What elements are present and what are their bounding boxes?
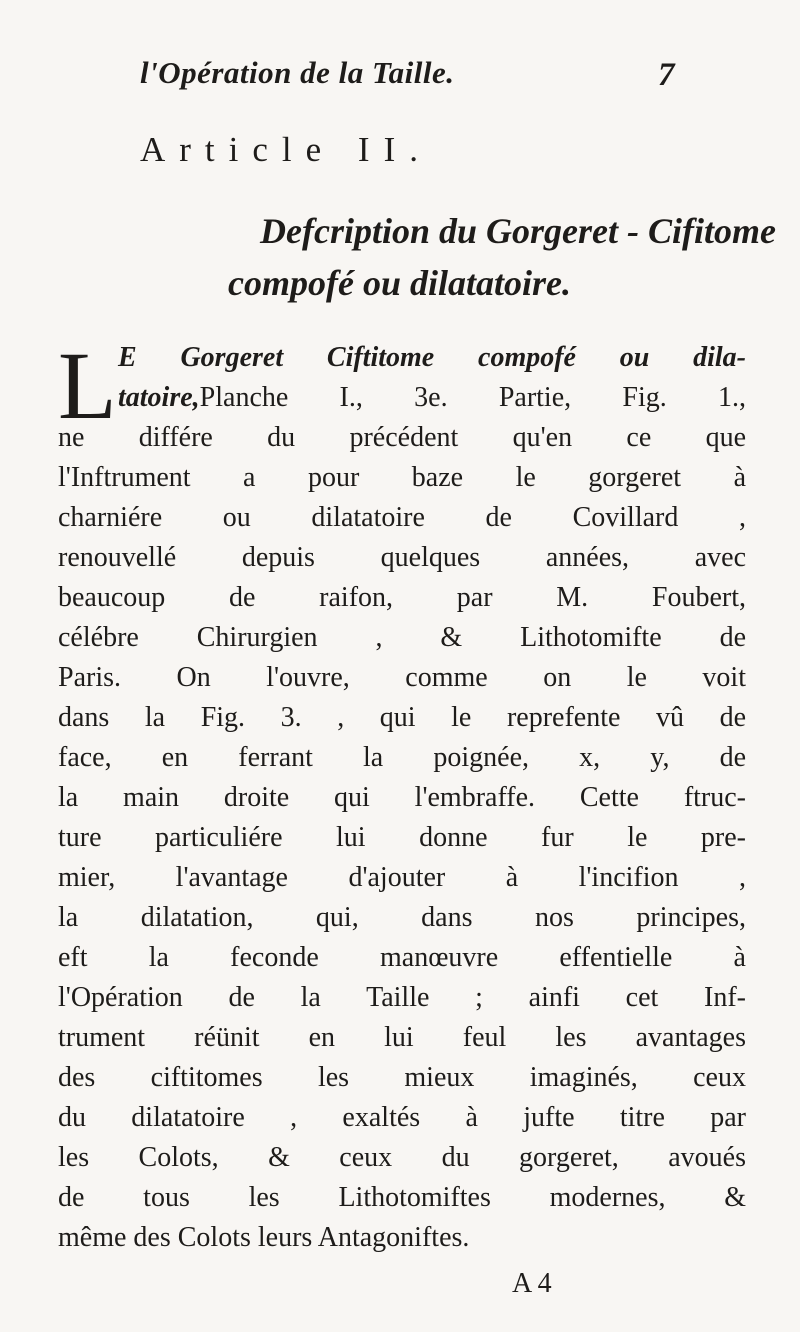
- body-line: du dilatatoire , exaltés à jufte titre par: [58, 1102, 746, 1133]
- body-line: ture particuliére lui donne fur le pre-: [58, 822, 746, 853]
- body-line: renouvellé depuis quelques années, avec: [58, 542, 746, 573]
- italic-lead-1: E Gorgeret Ciftitome compofé ou dila-: [118, 342, 746, 373]
- body-line: face, en ferrant la poignée, x, y, de: [58, 742, 746, 773]
- body-line: de tous les Lithotomiftes modernes, &: [58, 1182, 746, 1213]
- body-line: célébre Chirurgien , & Lithotomifte de: [58, 622, 746, 653]
- body-paragraph: [58, 332, 746, 1258]
- body-line: dans la Fig. 3. , qui le reprefente vû de: [58, 702, 746, 733]
- body-line: trument réünit en lui feul les avantages: [58, 1022, 746, 1053]
- body-line: charniére ou dilatatoire de Covillard ,: [58, 502, 746, 533]
- body-line: eft la feconde manœuvre effentielle à: [58, 942, 746, 973]
- body-line: la dilatation, qui, dans nos principes,: [58, 902, 746, 933]
- italic-lead-2: tatoire,: [118, 382, 200, 413]
- body-line-last: même des Colots leurs Antagoniftes.: [58, 1222, 470, 1253]
- body-line: l'Inftrument a pour baze le gorgeret à: [58, 462, 746, 493]
- body-line: Paris. On l'ouvre, comme on le voit: [58, 662, 746, 693]
- drop-cap: L: [58, 332, 117, 439]
- section-subtitle-line-2: compofé ou dilatatoire.: [228, 263, 571, 303]
- signature-mark: A 4: [512, 1268, 552, 1299]
- section-subtitle-line-1: Defcription du Gorgeret - Cifitome: [260, 211, 776, 251]
- running-title: l'Opération de la Taille.: [140, 55, 455, 90]
- page-number: 7: [658, 57, 675, 93]
- body-line-2: [58, 378, 746, 418]
- body-line-2-rest: Planche I., 3e. Partie, Fig. 1.,: [199, 382, 746, 413]
- article-heading: Article II.: [140, 130, 432, 169]
- body-line: ne différe du précédent qu'en ce que: [58, 422, 746, 453]
- body-line-1: [58, 338, 746, 378]
- body-line: les Colots, & ceux du gorgeret, avoués: [58, 1142, 746, 1173]
- body-line: l'Opération de la Taille ; ainfi cet Inf-: [58, 982, 746, 1013]
- running-head: [0, 55, 800, 99]
- body-line: la main droite qui l'embraffe. Cette ftruc-: [58, 782, 746, 813]
- body-line: beaucoup de raifon, par M. Foubert,: [58, 582, 746, 613]
- body-line: des ciftitomes les mieux imaginés, ceux: [58, 1062, 746, 1093]
- body-line: mier, l'avantage d'ajouter à l'incifion ,: [58, 862, 746, 893]
